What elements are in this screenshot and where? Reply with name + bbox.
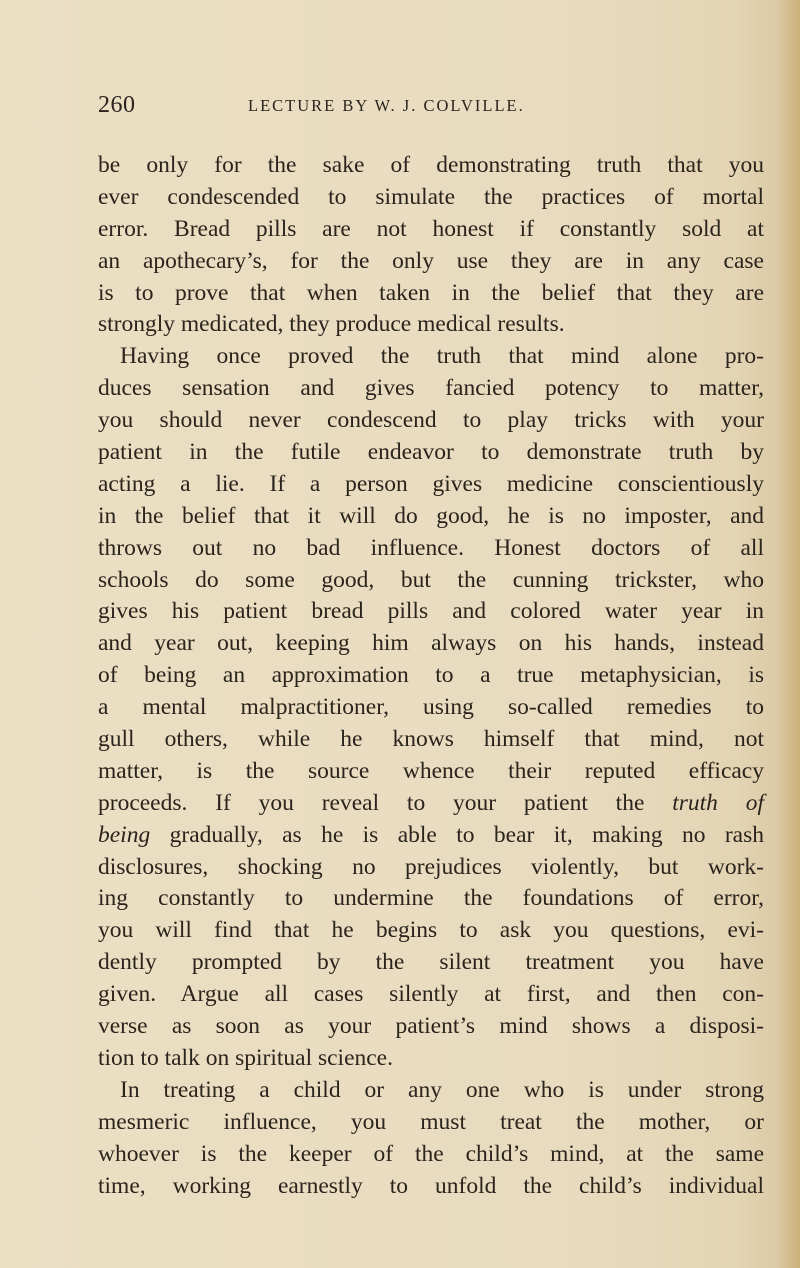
text-line: strongly medicated, they produce medical results.: [98, 311, 565, 338]
text-segment: proceeds. If you reveal to your patient the: [98, 789, 645, 816]
text-line: mesmeric influence, you must treat the mother, or: [98, 1108, 764, 1135]
text-line: verse as soon as your patient’s mind shows a disposi-: [98, 1013, 764, 1040]
paragraph-start-line: In treating a child or any one who is under strong: [120, 1076, 764, 1103]
text-line: and year out, keeping him always on his hands, instead: [98, 630, 764, 657]
text-line: patient in the futile endeavor to demonstrate truth by: [98, 439, 764, 466]
text-line: a mental malpractitioner, using so-called remedies to: [98, 694, 764, 721]
text-line: dently prompted by the silent treatment you have: [98, 949, 764, 976]
text-line: time, working earnestly to unfold the child’s individual: [98, 1172, 764, 1199]
text-line: ing constantly to undermine the foundations of error,: [98, 885, 764, 912]
text-line: be only for the sake of demonstrating truth that you: [98, 152, 764, 178]
text-line: ever condescended to simulate the practices of mortal: [98, 183, 764, 210]
text-line: acting a lie. If a person gives medicine conscientiously: [98, 470, 764, 497]
text-line: an apothecary’s, for the only use they are in any case: [98, 247, 764, 274]
text-line: whoever is the keeper of the child’s mind, at the same: [98, 1140, 764, 1167]
text-line: you will find that he begins to ask you questions, evi-: [98, 917, 764, 944]
text-line-with-italic: [98, 788, 764, 820]
text-line: schools do some good, but the cunning trickster, who: [98, 566, 764, 593]
text-line: gull others, while he knows himself that mind, not: [98, 726, 764, 753]
text-segment: gradually, as he is able to bear it, making no rash: [169, 821, 765, 848]
text-line-with-italic: [98, 820, 764, 852]
text-line: gives his patient bread pills and colored water year in: [98, 598, 764, 625]
paragraph-start-line: Having once proved the truth that mind alone pro-: [120, 343, 764, 370]
running-head: LECTURE BY W. J. COLVILLE.: [248, 96, 525, 115]
text-line: you should never condescend to play tricks with your: [98, 407, 764, 434]
text-line: duces sensation and gives fancied potency to matter,: [98, 375, 764, 402]
text-line: in the belief that it will do good, he is no imposter, and: [98, 502, 764, 529]
page-number: 260: [98, 92, 136, 118]
italic-phrase: being: [98, 821, 151, 848]
text-line: throws out no bad influence. Honest doctors of all: [98, 534, 764, 561]
body-text: [98, 150, 764, 1202]
text-line: given. Argue all cases silently at first, and then con-: [98, 981, 764, 1008]
text-line: of being an approximation to a true metaphysician, is: [98, 662, 764, 689]
page-header: [98, 92, 710, 118]
page-edge-shadow: [778, 0, 800, 1268]
text-line: matter, is the source whence their reputed efficacy: [98, 757, 764, 784]
text-line: is to prove that when taken in the belief that they are: [98, 279, 764, 306]
text-line: disclosures, shocking no prejudices violently, but work-: [98, 853, 764, 880]
text-line: tion to talk on spiritual science.: [98, 1044, 393, 1071]
text-line: error. Bread pills are not honest if constantly sold at: [98, 215, 764, 242]
italic-phrase: truth of: [672, 789, 764, 816]
